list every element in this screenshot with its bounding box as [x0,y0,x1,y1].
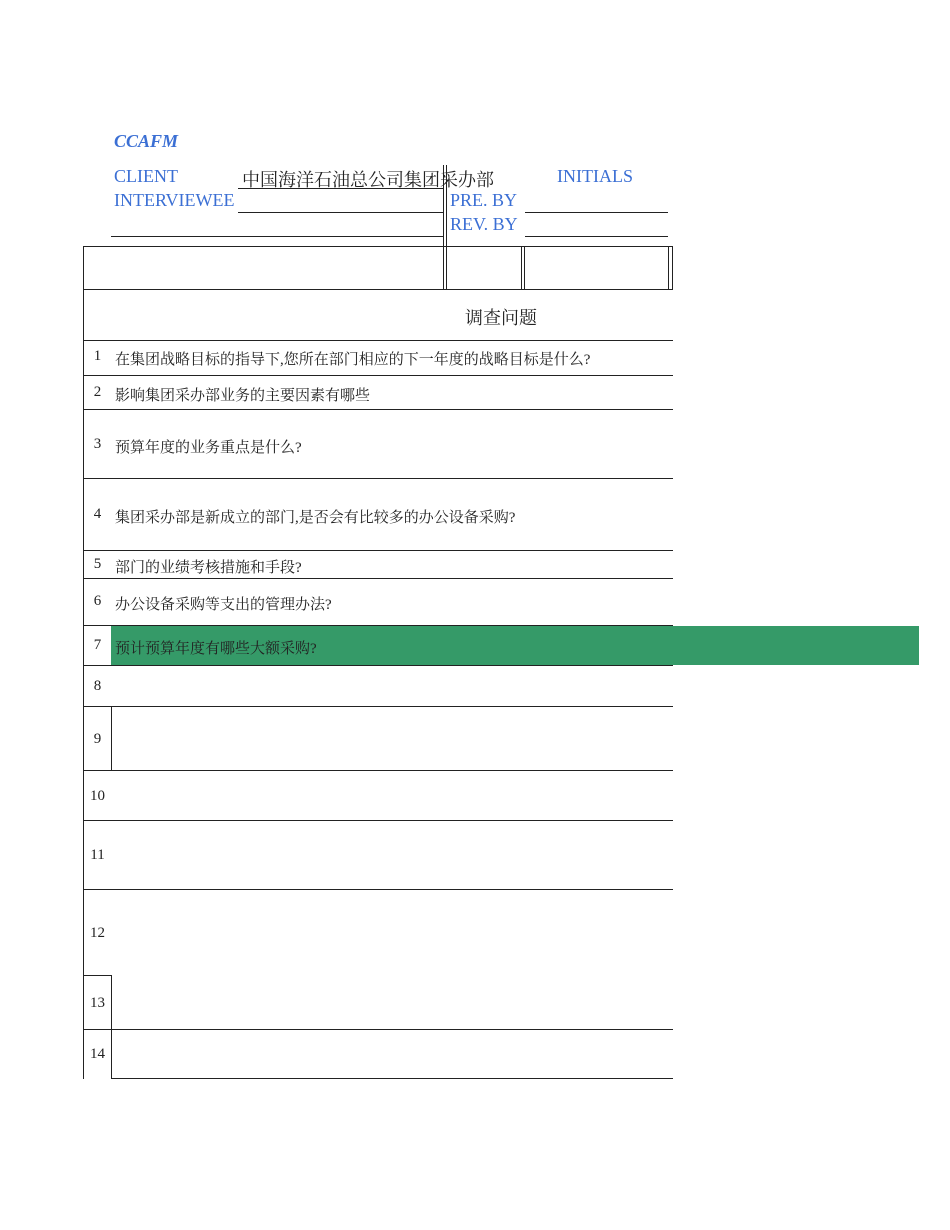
row-number: 13 [90,995,105,1011]
row-divider [83,706,673,707]
question-text: 集团采办部是新成立的部门,是否会有比较多的办公设备采购? [115,510,516,526]
row-divider [83,375,673,376]
table-top-border [83,246,673,247]
header-cell-divider-double [524,246,525,289]
row-divider [83,889,673,890]
row-number: 5 [93,556,102,572]
question-text: 办公设备采购等支出的管理办法? [115,597,332,613]
client-underline [238,188,443,189]
question-text: 部门的业绩考核措施和手段? [115,560,302,576]
client-label: CLIENT [114,166,178,186]
pre-by-label: PRE. BY [450,190,518,210]
row-divider [83,770,673,771]
question-text: 在集团战略目标的指导下,您所在部门相应的下一年度的战略目标是什么? [115,352,591,368]
row-divider [83,578,673,579]
row-number: 8 [93,678,102,694]
client-value: 中国海洋石油总公司集团采办部 [242,170,494,190]
header-cell-right [668,246,669,289]
table-bottom-border [111,1078,673,1079]
header-row-bottom [83,289,673,290]
interviewee-label: INTERVIEWEE [114,190,235,210]
row-divider [83,550,673,551]
number-column-divider [111,975,112,1079]
row-divider [83,820,673,821]
row-number: 10 [90,788,105,804]
initials-label: INITIALS [557,166,633,186]
row-number: 14 [90,1046,105,1062]
row-number: 7 [93,637,102,653]
table-title: 调查问题 [465,308,537,328]
header-divider [443,165,444,290]
rev-by-underline [525,236,668,237]
header-cell-divider [521,246,522,289]
rev-by-label: REV. BY [450,214,518,234]
row-number: 1 [93,348,102,364]
row-number: 3 [93,436,102,452]
row-number: 9 [93,731,102,747]
row-divider [83,340,673,341]
header-divider-double [446,165,447,290]
brand-title: CCAFM [114,131,179,151]
row-number: 11 [90,847,105,863]
row-divider [83,975,111,976]
row-divider [83,409,673,410]
row-divider [83,478,673,479]
table-left-border [83,246,84,1079]
row-number: 4 [93,506,102,522]
header-cell-right-double [672,246,673,289]
row-number: 12 [90,925,105,941]
pre-by-underline [525,212,668,213]
row-number: 6 [93,593,102,609]
row-divider [83,625,673,626]
row-divider [83,1029,673,1030]
row-number: 2 [93,384,102,400]
interviewee-underline [238,212,443,213]
number-column-divider [111,706,112,770]
question-text: 预算年度的业务重点是什么? [115,440,302,456]
question-text: 预计预算年度有哪些大额采购? [115,641,317,657]
question-text: 影响集团采办部业务的主要因素有哪些 [115,388,371,404]
row-divider [83,665,673,666]
header-underline [111,236,443,237]
